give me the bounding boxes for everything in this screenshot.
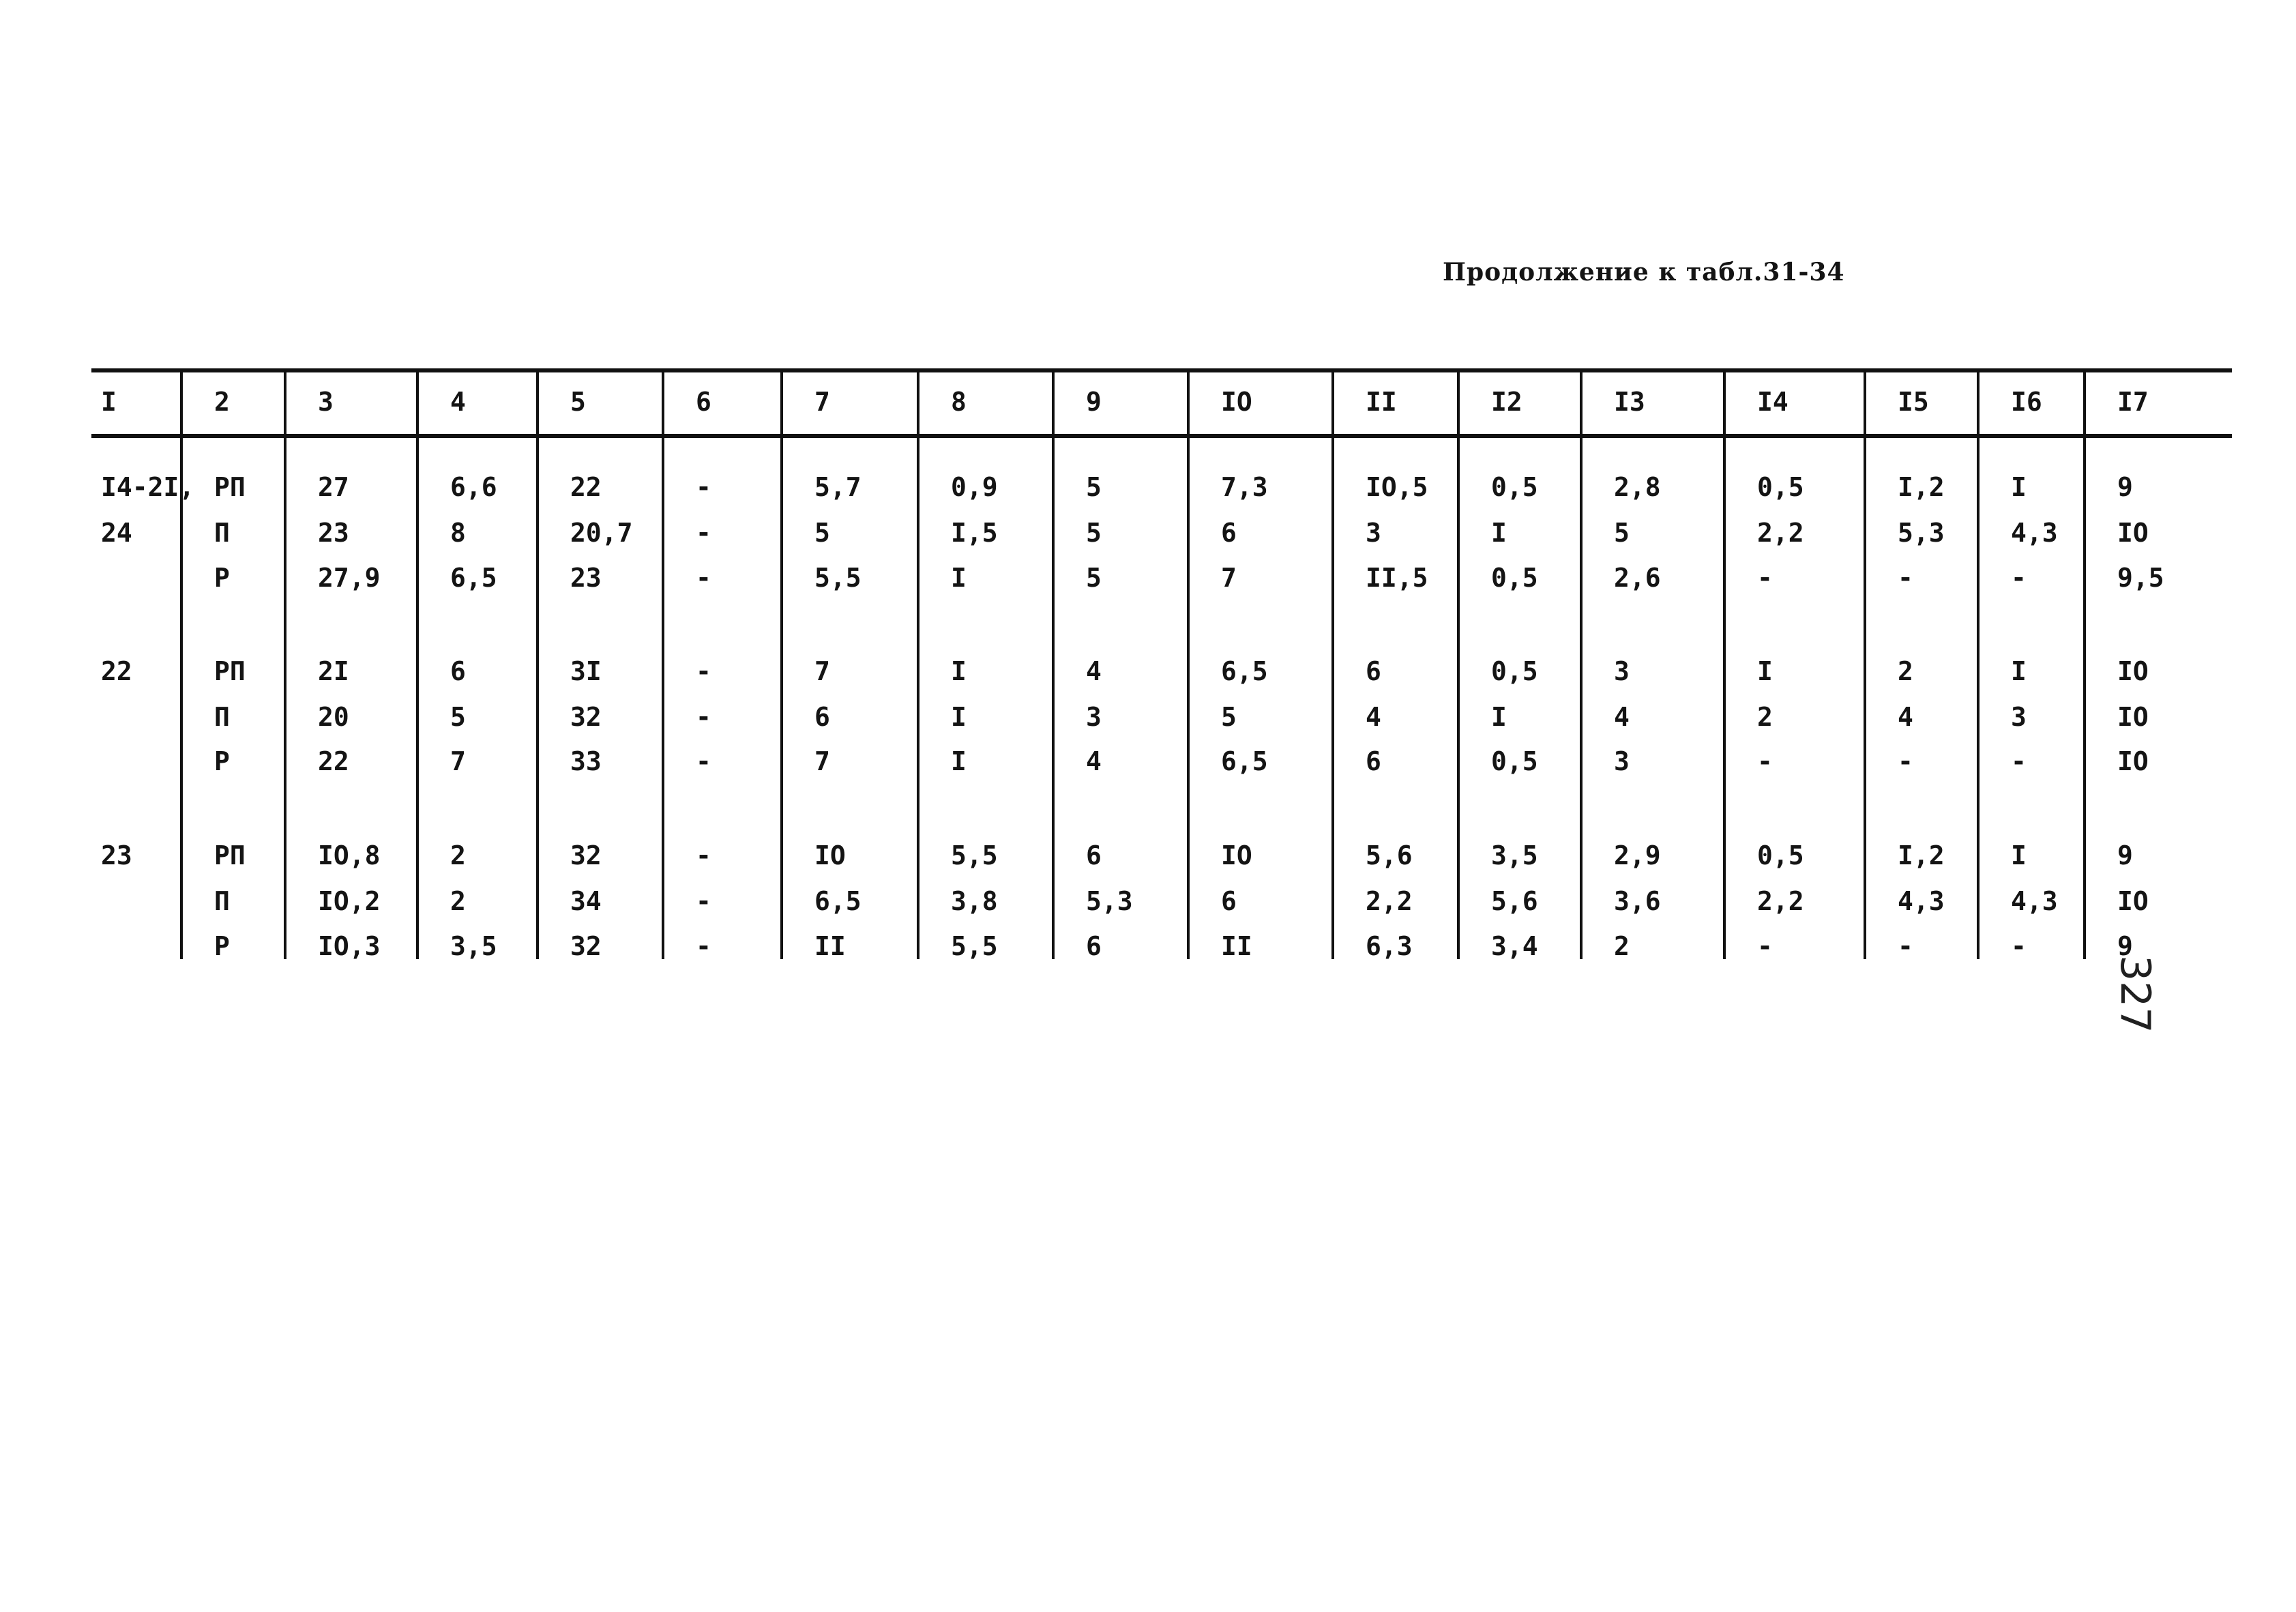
table-cell: Р xyxy=(214,746,230,776)
header-cell: I7 xyxy=(2117,387,2149,417)
header-cell: I6 xyxy=(2011,387,2042,417)
table-cell: IO xyxy=(1221,840,1252,870)
table-cell: 5,5 xyxy=(814,563,862,593)
table-cell: 5,5 xyxy=(951,840,998,870)
table-cell: I xyxy=(951,656,967,686)
table-cell: 6,3 xyxy=(1366,931,1413,961)
table-cell: II,5 xyxy=(1366,563,1428,593)
header-cell: 9 xyxy=(1086,387,1102,417)
table-cell: 5 xyxy=(1614,518,1630,548)
column-divider xyxy=(180,372,183,959)
table-cell: - xyxy=(1757,563,1773,593)
table-cell: 6,5 xyxy=(814,886,862,916)
table-cell: 3,5 xyxy=(450,931,497,961)
column-divider xyxy=(284,372,286,959)
table-cell: 4,3 xyxy=(2011,886,2058,916)
table-cell: П xyxy=(214,886,230,916)
table-cell: 4 xyxy=(1614,702,1630,732)
table-cell: II xyxy=(814,931,846,961)
table-cell: IO xyxy=(2117,518,2149,548)
table-cell: 23 xyxy=(570,563,602,593)
table-cell: - xyxy=(1898,746,1913,776)
table-cell: 5 xyxy=(1221,702,1237,732)
header-rule xyxy=(91,434,2232,438)
table-cell: I xyxy=(1491,702,1507,732)
table-cell: 23 xyxy=(101,840,132,870)
table-cell: - xyxy=(696,746,711,776)
table-cell: 9,5 xyxy=(2117,563,2164,593)
table-cell: 6,5 xyxy=(1221,746,1268,776)
table-cell: 3I xyxy=(570,656,602,686)
table-cell: 6 xyxy=(1086,931,1102,961)
table-cell: РП xyxy=(214,656,246,686)
table-cell: 0,5 xyxy=(1491,656,1538,686)
table-cell: 6 xyxy=(450,656,466,686)
table-cell: - xyxy=(696,931,711,961)
table-cell: I xyxy=(1757,656,1773,686)
table-cell: П xyxy=(214,518,230,548)
table-cell: 0,5 xyxy=(1491,563,1538,593)
table-cell: - xyxy=(2011,563,2027,593)
column-divider xyxy=(2083,372,2086,959)
column-divider xyxy=(1723,372,1726,959)
table-cell: 34 xyxy=(570,886,602,916)
header-cell: 8 xyxy=(951,387,967,417)
table-cell: 5,7 xyxy=(814,472,862,502)
table-cell: 2 xyxy=(1614,931,1630,961)
header-cell: 7 xyxy=(814,387,830,417)
table-cell: - xyxy=(696,840,711,870)
header-cell: 3 xyxy=(318,387,334,417)
table-cell: I,2 xyxy=(1898,472,1945,502)
table-cell: 5 xyxy=(1086,563,1102,593)
table-cell: 5,6 xyxy=(1366,840,1413,870)
table-cell: 22 xyxy=(101,656,132,686)
table-cell: 4 xyxy=(1086,746,1102,776)
table-cell: 5 xyxy=(450,702,466,732)
table-cell: 2 xyxy=(1757,702,1773,732)
table-cell: 32 xyxy=(570,931,602,961)
table-cell: IO xyxy=(2117,702,2149,732)
table-cell: 2,9 xyxy=(1614,840,1661,870)
table-cell: 6 xyxy=(1221,518,1237,548)
table-cell: 2,6 xyxy=(1614,563,1661,593)
table-cell: 4,3 xyxy=(2011,518,2058,548)
table-cell: I,5 xyxy=(951,518,998,548)
table-cell: 6 xyxy=(1221,886,1237,916)
table-cell: 4,3 xyxy=(1898,886,1945,916)
table-cell: I xyxy=(1491,518,1507,548)
table-cell: 6 xyxy=(1366,746,1381,776)
table-cell: 22 xyxy=(570,472,602,502)
header-cell: I4 xyxy=(1757,387,1789,417)
table-cell: - xyxy=(696,656,711,686)
table-cell: 5,3 xyxy=(1898,518,1945,548)
header-cell: I2 xyxy=(1491,387,1522,417)
table-cell: Р xyxy=(214,563,230,593)
table-cell: 0,9 xyxy=(951,472,998,502)
table-cell: 32 xyxy=(570,840,602,870)
table-cell: 6 xyxy=(814,702,830,732)
column-divider xyxy=(1187,372,1190,959)
table-cell: 9 xyxy=(2117,840,2133,870)
table-cell: 2I xyxy=(318,656,349,686)
column-divider xyxy=(1580,372,1583,959)
table-cell: 33 xyxy=(570,746,602,776)
table-cell: 3,6 xyxy=(1614,886,1661,916)
table-cell: Р xyxy=(214,931,230,961)
table-cell: IO,2 xyxy=(318,886,381,916)
column-divider xyxy=(1457,372,1460,959)
table-cell: IO xyxy=(2117,886,2149,916)
table-cell: 6,5 xyxy=(450,563,497,593)
table-cell: I xyxy=(2011,840,2027,870)
table-cell: 5 xyxy=(1086,518,1102,548)
table-cell: 5,5 xyxy=(951,931,998,961)
table-cell: 7,3 xyxy=(1221,472,1268,502)
column-divider xyxy=(1331,372,1334,959)
table-cell: 0,5 xyxy=(1491,746,1538,776)
header-cell: I xyxy=(101,387,117,417)
column-divider xyxy=(1977,372,1979,959)
column-divider xyxy=(917,372,919,959)
table-cell: 23 xyxy=(318,518,349,548)
table-cell: I xyxy=(951,702,967,732)
table-cell: 20 xyxy=(318,702,349,732)
table-cell: 7 xyxy=(450,746,466,776)
table-cell: 6 xyxy=(1366,656,1381,686)
table-cell: 9 xyxy=(2117,931,2133,961)
table-cell: 6,5 xyxy=(1221,656,1268,686)
table-caption: Продолжение к табл.31-34 xyxy=(1443,258,1845,287)
table-cell: 0,5 xyxy=(1757,472,1804,502)
table-cell: 32 xyxy=(570,702,602,732)
table-cell: 6 xyxy=(1086,840,1102,870)
table-cell: 27 xyxy=(318,472,349,502)
table-cell: IO xyxy=(2117,656,2149,686)
table-cell: IO,3 xyxy=(318,931,381,961)
table-cell: - xyxy=(696,886,711,916)
table-cell: I,2 xyxy=(1898,840,1945,870)
table-cell: РП xyxy=(214,840,246,870)
table-cell: I xyxy=(2011,472,2027,502)
header-cell: I3 xyxy=(1614,387,1645,417)
table-cell: 0,5 xyxy=(1491,472,1538,502)
table-cell: - xyxy=(2011,931,2027,961)
table-cell: 2 xyxy=(1898,656,1913,686)
table-cell: IO,5 xyxy=(1366,472,1428,502)
table-cell: П xyxy=(214,702,230,732)
table-cell: - xyxy=(696,702,711,732)
table-cell: 2,2 xyxy=(1757,518,1804,548)
column-divider xyxy=(662,372,664,959)
table-cell: - xyxy=(1898,563,1913,593)
table-cell: 24 xyxy=(101,518,132,548)
header-cell: 2 xyxy=(214,387,230,417)
table-cell: - xyxy=(1757,746,1773,776)
page-number: 327 xyxy=(2111,955,2159,1034)
table-cell: I xyxy=(951,563,967,593)
table-cell: - xyxy=(1757,931,1773,961)
table-cell: 4 xyxy=(1898,702,1913,732)
column-divider xyxy=(416,372,419,959)
table-cell: I xyxy=(951,746,967,776)
table-cell: 2,8 xyxy=(1614,472,1661,502)
table-cell: 3 xyxy=(1614,746,1630,776)
header-cell: I5 xyxy=(1898,387,1929,417)
table-cell: - xyxy=(696,518,711,548)
header-cell: II xyxy=(1366,387,1397,417)
table-cell: 3,4 xyxy=(1491,931,1538,961)
table-cell: IO xyxy=(814,840,846,870)
column-divider xyxy=(780,372,783,959)
table-cell: 5 xyxy=(814,518,830,548)
table-cell: 8 xyxy=(450,518,466,548)
table-cell: 3 xyxy=(1614,656,1630,686)
table-cell: 2 xyxy=(450,886,466,916)
table-cell: - xyxy=(1898,931,1913,961)
table-cell: 22 xyxy=(318,746,349,776)
table-cell: РП xyxy=(214,472,246,502)
table-cell: 3,5 xyxy=(1491,840,1538,870)
table-cell: IO xyxy=(2117,746,2149,776)
table-cell: I4-2I, xyxy=(101,472,195,502)
table-cell: 2,2 xyxy=(1757,886,1804,916)
table-cell: 4 xyxy=(1086,656,1102,686)
table-cell: 5,3 xyxy=(1086,886,1133,916)
table-cell: 3 xyxy=(2011,702,2027,732)
table-cell: 7 xyxy=(1221,563,1237,593)
table-cell: 7 xyxy=(814,656,830,686)
table-cell: 2 xyxy=(450,840,466,870)
table-cell: 9 xyxy=(2117,472,2133,502)
table-cell: 27,9 xyxy=(318,563,381,593)
table-cell: 0,5 xyxy=(1757,840,1804,870)
table-cell: 4 xyxy=(1366,702,1381,732)
table-cell: 3,8 xyxy=(951,886,998,916)
table-cell: - xyxy=(696,563,711,593)
table-cell: I xyxy=(2011,656,2027,686)
top-rule xyxy=(91,368,2232,372)
table-cell: 3 xyxy=(1366,518,1381,548)
table-cell: - xyxy=(696,472,711,502)
header-cell: IO xyxy=(1221,387,1252,417)
table-cell: 5,6 xyxy=(1491,886,1538,916)
header-cell: 6 xyxy=(696,387,711,417)
table-cell: - xyxy=(2011,746,2027,776)
header-cell: 5 xyxy=(570,387,586,417)
table-cell: 2,2 xyxy=(1366,886,1413,916)
table-cell: 6,6 xyxy=(450,472,497,502)
column-divider xyxy=(536,372,539,959)
table-cell: 7 xyxy=(814,746,830,776)
table-cell: 5 xyxy=(1086,472,1102,502)
table-cell: II xyxy=(1221,931,1252,961)
table-cell: 3 xyxy=(1086,702,1102,732)
table-cell: 20,7 xyxy=(570,518,633,548)
column-divider xyxy=(1864,372,1866,959)
header-cell: 4 xyxy=(450,387,466,417)
table-cell: IO,8 xyxy=(318,840,381,870)
column-divider xyxy=(1052,372,1055,959)
